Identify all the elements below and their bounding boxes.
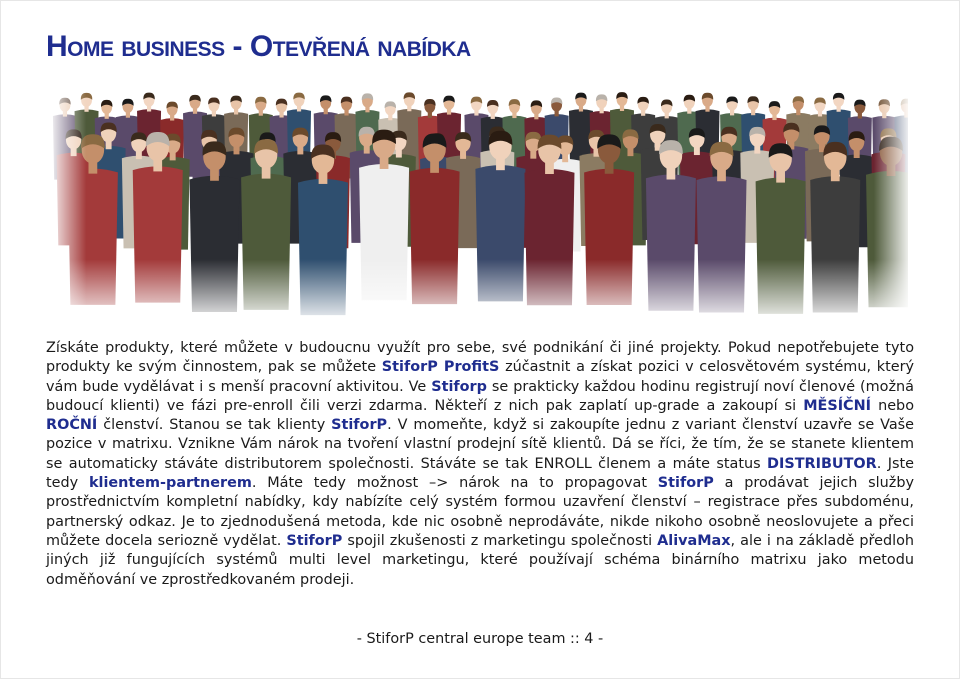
text-run: se prakticky každou hodinu registrují noví členové (možná budoucí klienti) ve fázi pre-enroll čili verzi zdarma. Někteří z nich pak zaplatí up-grade a zakoupí si	[46, 378, 914, 414]
text-run: a prodávat jejich služby prostřednictvím kompletní nabídky, kdy nabízíte celý systém formou uzavření členství – registrace přes subdoménu, partnerský odkaz. Je to zjednodušená metoda, kde nic osobně neprodáváte, nikde nikoho osobně neoslovujete a přeci můžete docela seriozně vydělat.	[46, 475, 914, 549]
highlight-term: StiforP	[286, 532, 343, 549]
highlight-term: StiforP	[657, 475, 714, 492]
page-footer: - StiforP central europe team :: 4 -	[356, 631, 604, 647]
highlight-term: DISTRIBUTOR	[767, 455, 877, 472]
text-run: . V momeňte, když si zakoupíte jednu z variant členství uzavře se Vaše pozice v matrixu. Vznikne Vám nárok na tvoření vlastní prodejní sítě klientů. Dá se říci, že tím, že se stanete klientem se automaticky stáváte distributorem společnosti. Stáváte se tak ENROLL členem a máte status	[46, 417, 914, 472]
highlight-term: StiforP	[331, 417, 388, 434]
people-crowd-photo	[52, 88, 908, 326]
page-title: Home business - Otevřená nabídka	[46, 30, 471, 63]
text-run: . Jste tedy	[46, 455, 914, 492]
text-run: zúčastnit a získat pozici v celosvětovém systému, který vám bude vydělávat i s menší pracovní aktivitou. Ve	[46, 359, 915, 395]
text-run: Získáte produkty, které můžete v budoucnu využít pro sebe, své podnikání či jiné projekty. Pokud nepotřebujete tyto produkty ke svým činnostem, pak se můžete	[46, 340, 914, 376]
text-run: , ale i na základě předloh jiných již fungujících systémů multi level marketingu, které používají schéma binárního matrixu jako metodu odměňování ve zprostředkovaném prodeji.	[46, 532, 915, 588]
highlight-term: klientem-partnerem	[88, 475, 252, 492]
article-body	[46, 339, 914, 590]
text-run: členství. Stanou se tak klienty	[97, 417, 332, 434]
highlight-term: MĚSÍČNÍ	[803, 397, 872, 414]
highlight-term: ROČNÍ	[46, 417, 98, 434]
highlight-term: Stiforp	[431, 378, 487, 395]
text-run: spojil zkušenosti z marketingu společnosti	[342, 532, 658, 549]
text-run: . Máte tedy možnost –> nárok na to propagovat	[251, 475, 658, 492]
highlight-term: AlivaMax	[657, 532, 731, 549]
highlight-term: StiforP ProfitS	[381, 359, 500, 376]
text-run: nebo	[871, 397, 914, 414]
